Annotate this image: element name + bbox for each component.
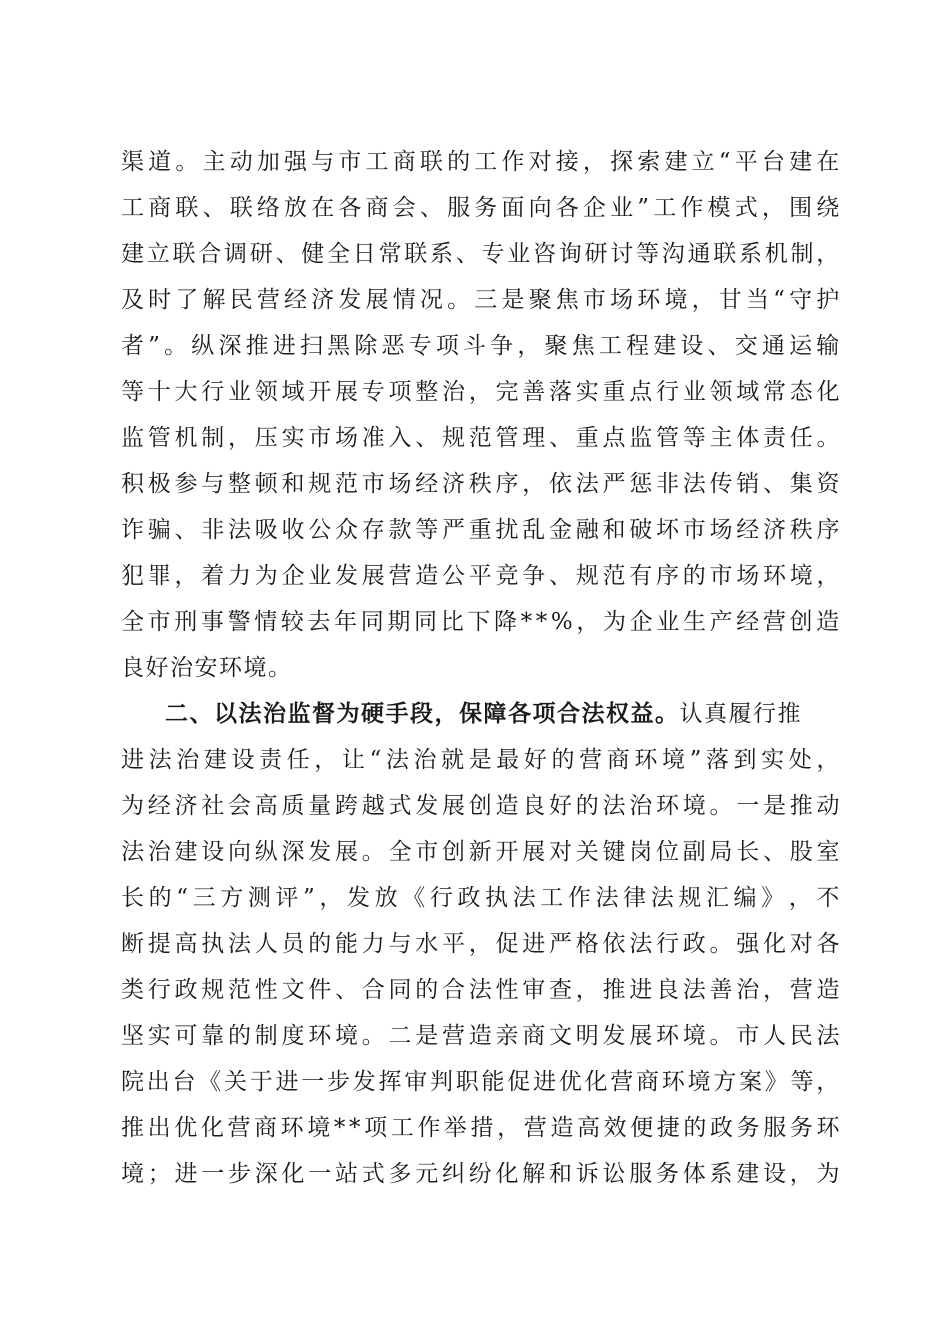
paragraph-2-line: 院 出 台 《 关 于 进 一 步 发 挥 审 判 职 能 促 进 优 化 营 商 环 境 方 案 》 等 ， — [121, 1069, 841, 1095]
paragraph-2-line: 为 经 济 社 会 高 质 量 跨 越 式 发 展 创 造 良 好 的 法 治 环 境 。 一 是 推 动 — [121, 793, 841, 819]
paragraph-1-line: 等 十 大 行 业 领 域 开 展 专 项 整 治 ， 完 善 落 实 重 点 行 业 领 域 常 态 化 — [121, 379, 841, 405]
section-heading: 二、以法治监督为硬手段，保障各项合法权益。 — [165, 701, 680, 727]
paragraph-2-line: 境 ； 进 一 步 深 化 一 站 式 多 元 纠 纷 化 解 和 诉 讼 服 务 体 系 建 设 ， 为 — [121, 1161, 841, 1187]
paragraph-1-line: 监 管 机 制 ， 压 实 市 场 准 入 、 规 范 管 理 、 重 点 监 管 等 主 体 责 任 。 — [121, 425, 841, 451]
paragraph-1-line: 犯 罪 ， 着 力 为 企 业 发 展 营 造 公 平 竞 争 、 规 范 有 序 的 市 场 环 境 ， — [121, 563, 841, 589]
paragraph-1-line: 工 商 联 、 联 络 放 在 各 商 会 、 服 务 面 向 各 企 业 ” 工 作 模 式 ， 围 绕 — [121, 195, 841, 221]
paragraph-2-line: 推 出 优 化 营 商 环 境 * * 项 工 作 举 措 ， 营 造 高 效 便 捷 的 政 务 服 务 环 — [121, 1115, 841, 1141]
paragraph-1-line: 者 ” 。 纵 深 推 进 扫 黑 除 恶 专 项 斗 争 ， 聚 焦 工 程 建 设 、 交 通 运 输 — [121, 333, 841, 359]
paragraph-2-line: 长 的 “ 三 方 测 评 ” ， 发 放 《 行 政 执 法 工 作 法 律 法 规 汇 编 》 ， 不 — [121, 885, 841, 911]
paragraph-1-last-line: 良好治安环境。 — [121, 655, 293, 681]
paragraph-2-line: 法 治 建 设 向 纵 深 发 展 。 全 市 创 新 开 展 对 关 键 岗 位 副 局 长 、 股 室 — [121, 839, 841, 865]
paragraph-2-first-line — [165, 699, 802, 729]
paragraph-1-line: 及 时 了 解 民 营 经 济 发 展 情 况 。 三 是 聚 焦 市 场 环 境 ， 甘 当 “ 守 护 — [121, 287, 841, 313]
paragraph-1-line: 渠 道 。 主 动 加 强 与 市 工 商 联 的 工 作 对 接 ， 探 索 建 立 “ 平 台 建 在 — [121, 149, 841, 175]
paragraph-2-line: 进 法 治 建 设 责 任 ， 让 “ 法 治 就 是 最 好 的 营 商 环 境 ” 落 到 实 处 ， — [121, 747, 841, 773]
paragraph-1-line: 诈 骗 、 非 法 吸 收 公 众 存 款 等 严 重 扰 乱 金 融 和 破 坏 市 场 经 济 秩 序 — [121, 517, 841, 543]
paragraph-2-first-line-text: 认真履行推 — [679, 701, 802, 727]
paragraph-2-line: 断 提 高 执 法 人 员 的 能 力 与 水 平 ， 促 进 严 格 依 法 行 政 。 强 化 对 各 — [121, 931, 841, 957]
paragraph-1-line: 全 市 刑 事 警 情 较 去 年 同 期 同 比 下 降 * * % ， 为 企 业 生 产 经 营 创 造 — [121, 609, 841, 635]
paragraph-1-line: 建 立 联 合 调 研 、 健 全 日 常 联 系 、 专 业 咨 询 研 讨 等 沟 通 联 系 机 制 ， — [121, 241, 841, 267]
paragraph-2-line: 坚 实 可 靠 的 制 度 环 境 。 二 是 营 造 亲 商 文 明 发 展 环 境 。 市 人 民 法 — [121, 1023, 841, 1049]
paragraph-1-line: 积 极 参 与 整 顿 和 规 范 市 场 经 济 秩 序 ， 依 法 严 惩 非 法 传 销 、 集 资 — [121, 471, 841, 497]
paragraph-2-line: 类 行 政 规 范 性 文 件 、 合 同 的 合 法 性 审 查 ， 推 进 良 法 善 治 ， 营 造 — [121, 977, 841, 1003]
